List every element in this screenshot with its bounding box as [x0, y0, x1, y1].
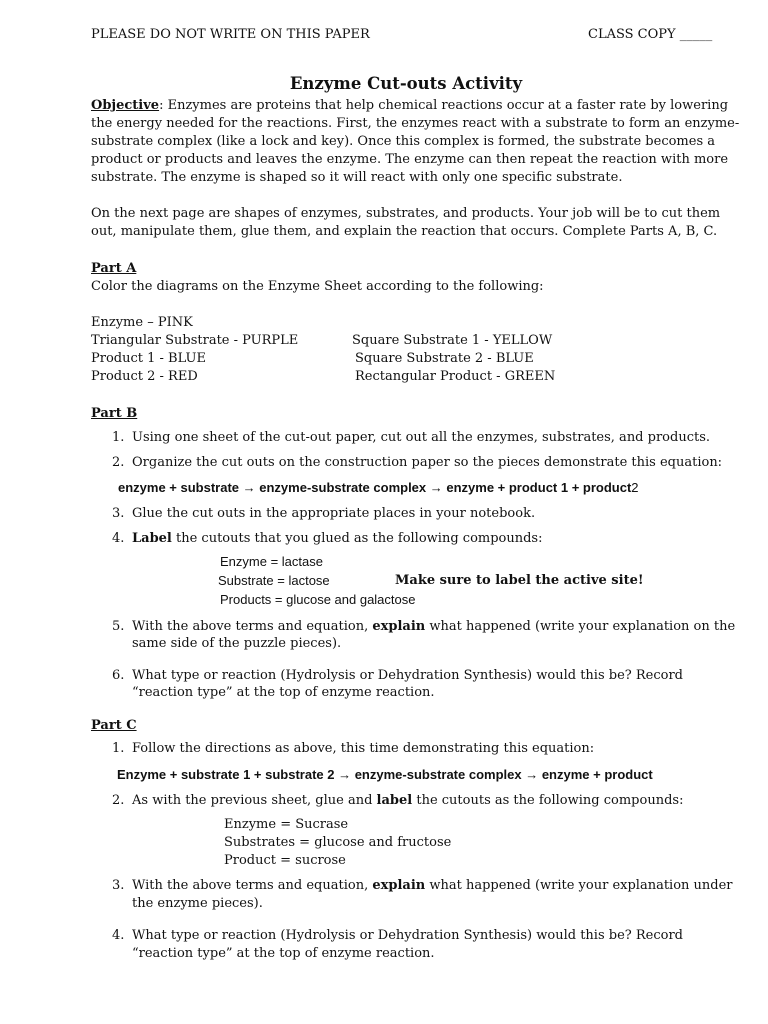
color-square-substrate-2: Square Substrate 2 - BLUE [355, 351, 534, 366]
explain-keyword: explain [372, 878, 426, 893]
part-c-item-3 [132, 877, 733, 895]
list-number: 2. [112, 793, 125, 808]
intro-line-1: On the next page are shapes of enzymes, substrates, and products. Your job will be to cut them [91, 206, 721, 221]
active-site-note: Make sure to label the active site! [395, 573, 644, 588]
objective-line-3: substrate complex (like a lock and key). Once this complex is formed, the substrate becomes a [91, 134, 716, 149]
part-b-equation [118, 479, 639, 497]
color-enzyme: Enzyme – PINK [91, 315, 193, 330]
list-number: 4. [112, 531, 125, 546]
color-product-1: Product 1 - BLUE [91, 351, 206, 366]
label-keyword: label [376, 793, 413, 808]
color-product-2: Product 2 - RED [91, 369, 198, 384]
objective-text: : Enzymes are proteins that help chemical reactions occur at a faster rate by lowering [159, 98, 729, 113]
class-copy-label: CLASS COPY _____ [588, 27, 713, 42]
list-number: 5. [112, 619, 125, 634]
part-b-equation-main: enzyme + substrate → enzyme-substrate complex → enzyme + product 1 + product [118, 480, 632, 495]
list-number: 6. [112, 668, 125, 683]
part-c-equation: Enzyme + substrate 1 + substrate 2 → enzyme-substrate complex → enzyme + product [117, 767, 653, 782]
part-b-equation-tail: 2 [631, 480, 639, 495]
objective-line-2: the energy needed for the reactions. First, the enzymes react with a substrate to form an enzyme- [91, 116, 740, 131]
intro-line-2: out, manipulate them, glue them, and explain the reaction that occurs. Complete Parts A, B, C. [91, 224, 718, 239]
part-b-item-5 [132, 618, 735, 636]
part-c-item-1: Follow the directions as above, this time demonstrating this equation: [132, 741, 595, 756]
objective-line-4: product or products and leaves the enzyme. The enzyme can then repeat the reaction with more [91, 152, 729, 167]
part-c-item-2-post: the cutouts as the following compounds: [412, 793, 684, 808]
compound-substrate: Substrate = lactose [218, 573, 330, 588]
list-number: 3. [112, 878, 125, 893]
part-b-item-6-line-2: “reaction type” at the top of enzyme reaction. [132, 685, 435, 700]
list-number: 1. [112, 430, 125, 445]
part-c-item-2 [132, 792, 683, 810]
list-number: 3. [112, 506, 125, 521]
list-number: 1. [112, 741, 125, 756]
list-number: 4. [112, 928, 125, 943]
part-c-item-4: What type or reaction (Hydrolysis or Dehydration Synthesis) would this be? Record [132, 928, 683, 943]
label-keyword: Label [132, 531, 172, 546]
part-c-item-3-pre: With the above terms and equation, [132, 878, 373, 893]
color-rectangular-product: Rectangular Product - GREEN [355, 369, 556, 384]
compound-substrates: Substrates = glucose and fructose [224, 835, 452, 850]
part-a-heading: Part A [91, 261, 137, 276]
compound-enzyme-sucrase: Enzyme = Sucrase [224, 817, 349, 832]
part-b-item-5-post: what happened (write your explanation on the [425, 619, 736, 634]
objective-line-1 [91, 97, 728, 115]
part-b-item-3: Glue the cut outs in the appropriate places in your notebook. [132, 506, 536, 521]
part-b-item-5-line-2: same side of the puzzle pieces). [132, 636, 342, 651]
part-c-item-4-line-2: “reaction type” at the top of enzyme reaction. [132, 946, 435, 961]
page-title: Enzyme Cut-outs Activity [289, 74, 523, 93]
part-c-heading: Part C [91, 718, 137, 733]
explain-keyword: explain [372, 619, 426, 634]
compound-products: Products = glucose and galactose [220, 592, 416, 607]
header-notice: PLEASE DO NOT WRITE ON THIS PAPER [91, 27, 370, 42]
part-c-item-3-line-2: the enzyme pieces). [132, 896, 263, 911]
part-b-item-4-text: the cutouts that you glued as the following compounds: [171, 531, 543, 546]
part-b-heading: Part B [91, 406, 138, 421]
part-c-item-2-pre: As with the previous sheet, glue and [132, 793, 377, 808]
part-b-item-1: Using one sheet of the cut-out paper, cut out all the enzymes, substrates, and products. [132, 430, 711, 445]
color-triangular-substrate: Triangular Substrate - PURPLE [91, 333, 299, 348]
objective-label: Objective [91, 98, 160, 113]
part-b-item-4 [132, 530, 542, 548]
part-b-item-2: Organize the cut outs on the construction paper so the pieces demonstrate this equation: [132, 455, 723, 470]
list-number: 2. [112, 455, 125, 470]
color-square-substrate-1: Square Substrate 1 - YELLOW [352, 333, 553, 348]
objective-line-5: substrate. The enzyme is shaped so it will react with only one specific substrate. [91, 170, 623, 185]
part-c-item-3-post: what happened (write your explanation under [425, 878, 733, 893]
compound-enzyme: Enzyme = lactase [220, 554, 323, 569]
part-b-item-5-pre: With the above terms and equation, [132, 619, 373, 634]
part-b-item-6: What type or reaction (Hydrolysis or Dehydration Synthesis) would this be? Record [132, 668, 683, 683]
part-a-instruction: Color the diagrams on the Enzyme Sheet according to the following: [91, 279, 544, 294]
compound-product: Product = sucrose [224, 853, 346, 868]
